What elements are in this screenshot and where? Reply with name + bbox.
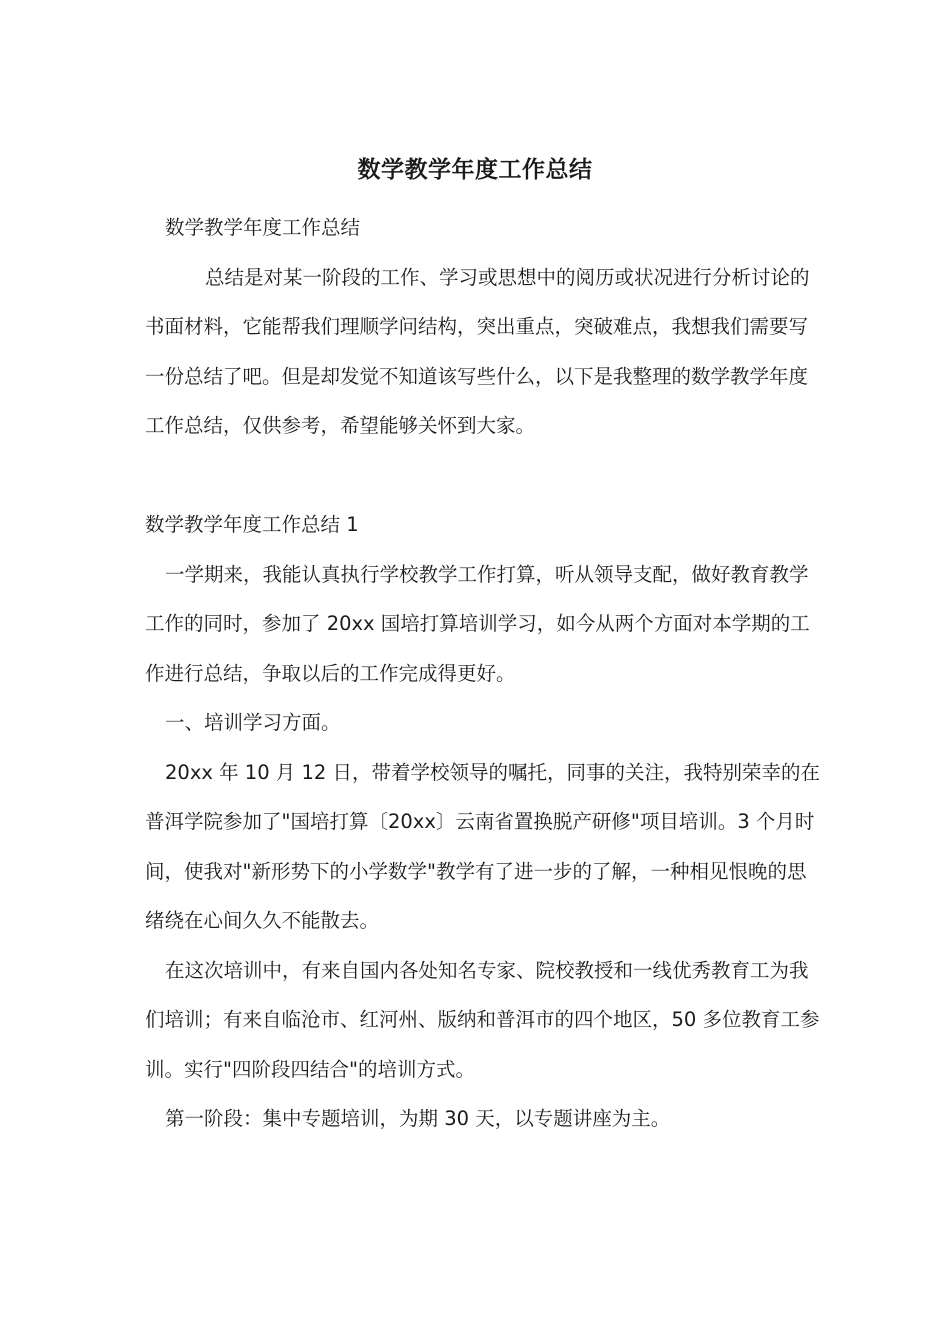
document-body [145, 203, 825, 1144]
body-paragraph: 在这次培训中，有来自国内各处知名专家、院校教授和一线优秀教育工为我们培训；有来自临沧市、红河州、版纳和普洱市的四个地区，50 多位教育工参训。实行"四阶段四结合"的培训方式。 [145, 958, 820, 1081]
document-title: 数学教学年度工作总结 [357, 157, 593, 183]
body-paragraph: 20xx 年 10 月 12 日，带着学校领导的嘱托，同事的关注，我特别荣幸的在普洱学院参加了"国培打算〔20xx〕云南省置换脱产研修"项目培训。3 个月时间，使我对"新形势下的小学数学"教学有了进一步的了解，一种相见恨晚的思绪绕在心间久久不能散去。 [145, 760, 821, 932]
body-paragraph: 第一阶段：集中专题培训，为期 30 天，以专题讲座为主。 [165, 1107, 671, 1130]
section-heading: 数学教学年度工作总结 1 [145, 513, 359, 536]
body-paragraph: 一学期来，我能认真执行学校教学工作打算，听从领导支配，做好教育教学工作的同时，参加了 20xx 国培打算培训学习，如今从两个方面对本学期的工作进行总结，争取以后的工作完成得更好。 [145, 562, 810, 685]
subheading-paragraph: 一、培训学习方面。 [165, 711, 341, 734]
intro-paragraph: 总结是对某一阶段的工作、学习或思想中的阅历或状况进行分析讨论的书面材料，它能帮我们理顺学问结构，突出重点，突破难点，我想我们需要写一份总结了吧。但是却发觉不知道该写些什么，以下是我整理的数学教学年度工作总结，仅供参考，希望能够关怀到大家。 [145, 265, 810, 437]
subtitle-paragraph: 数学教学年度工作总结 [165, 216, 361, 239]
